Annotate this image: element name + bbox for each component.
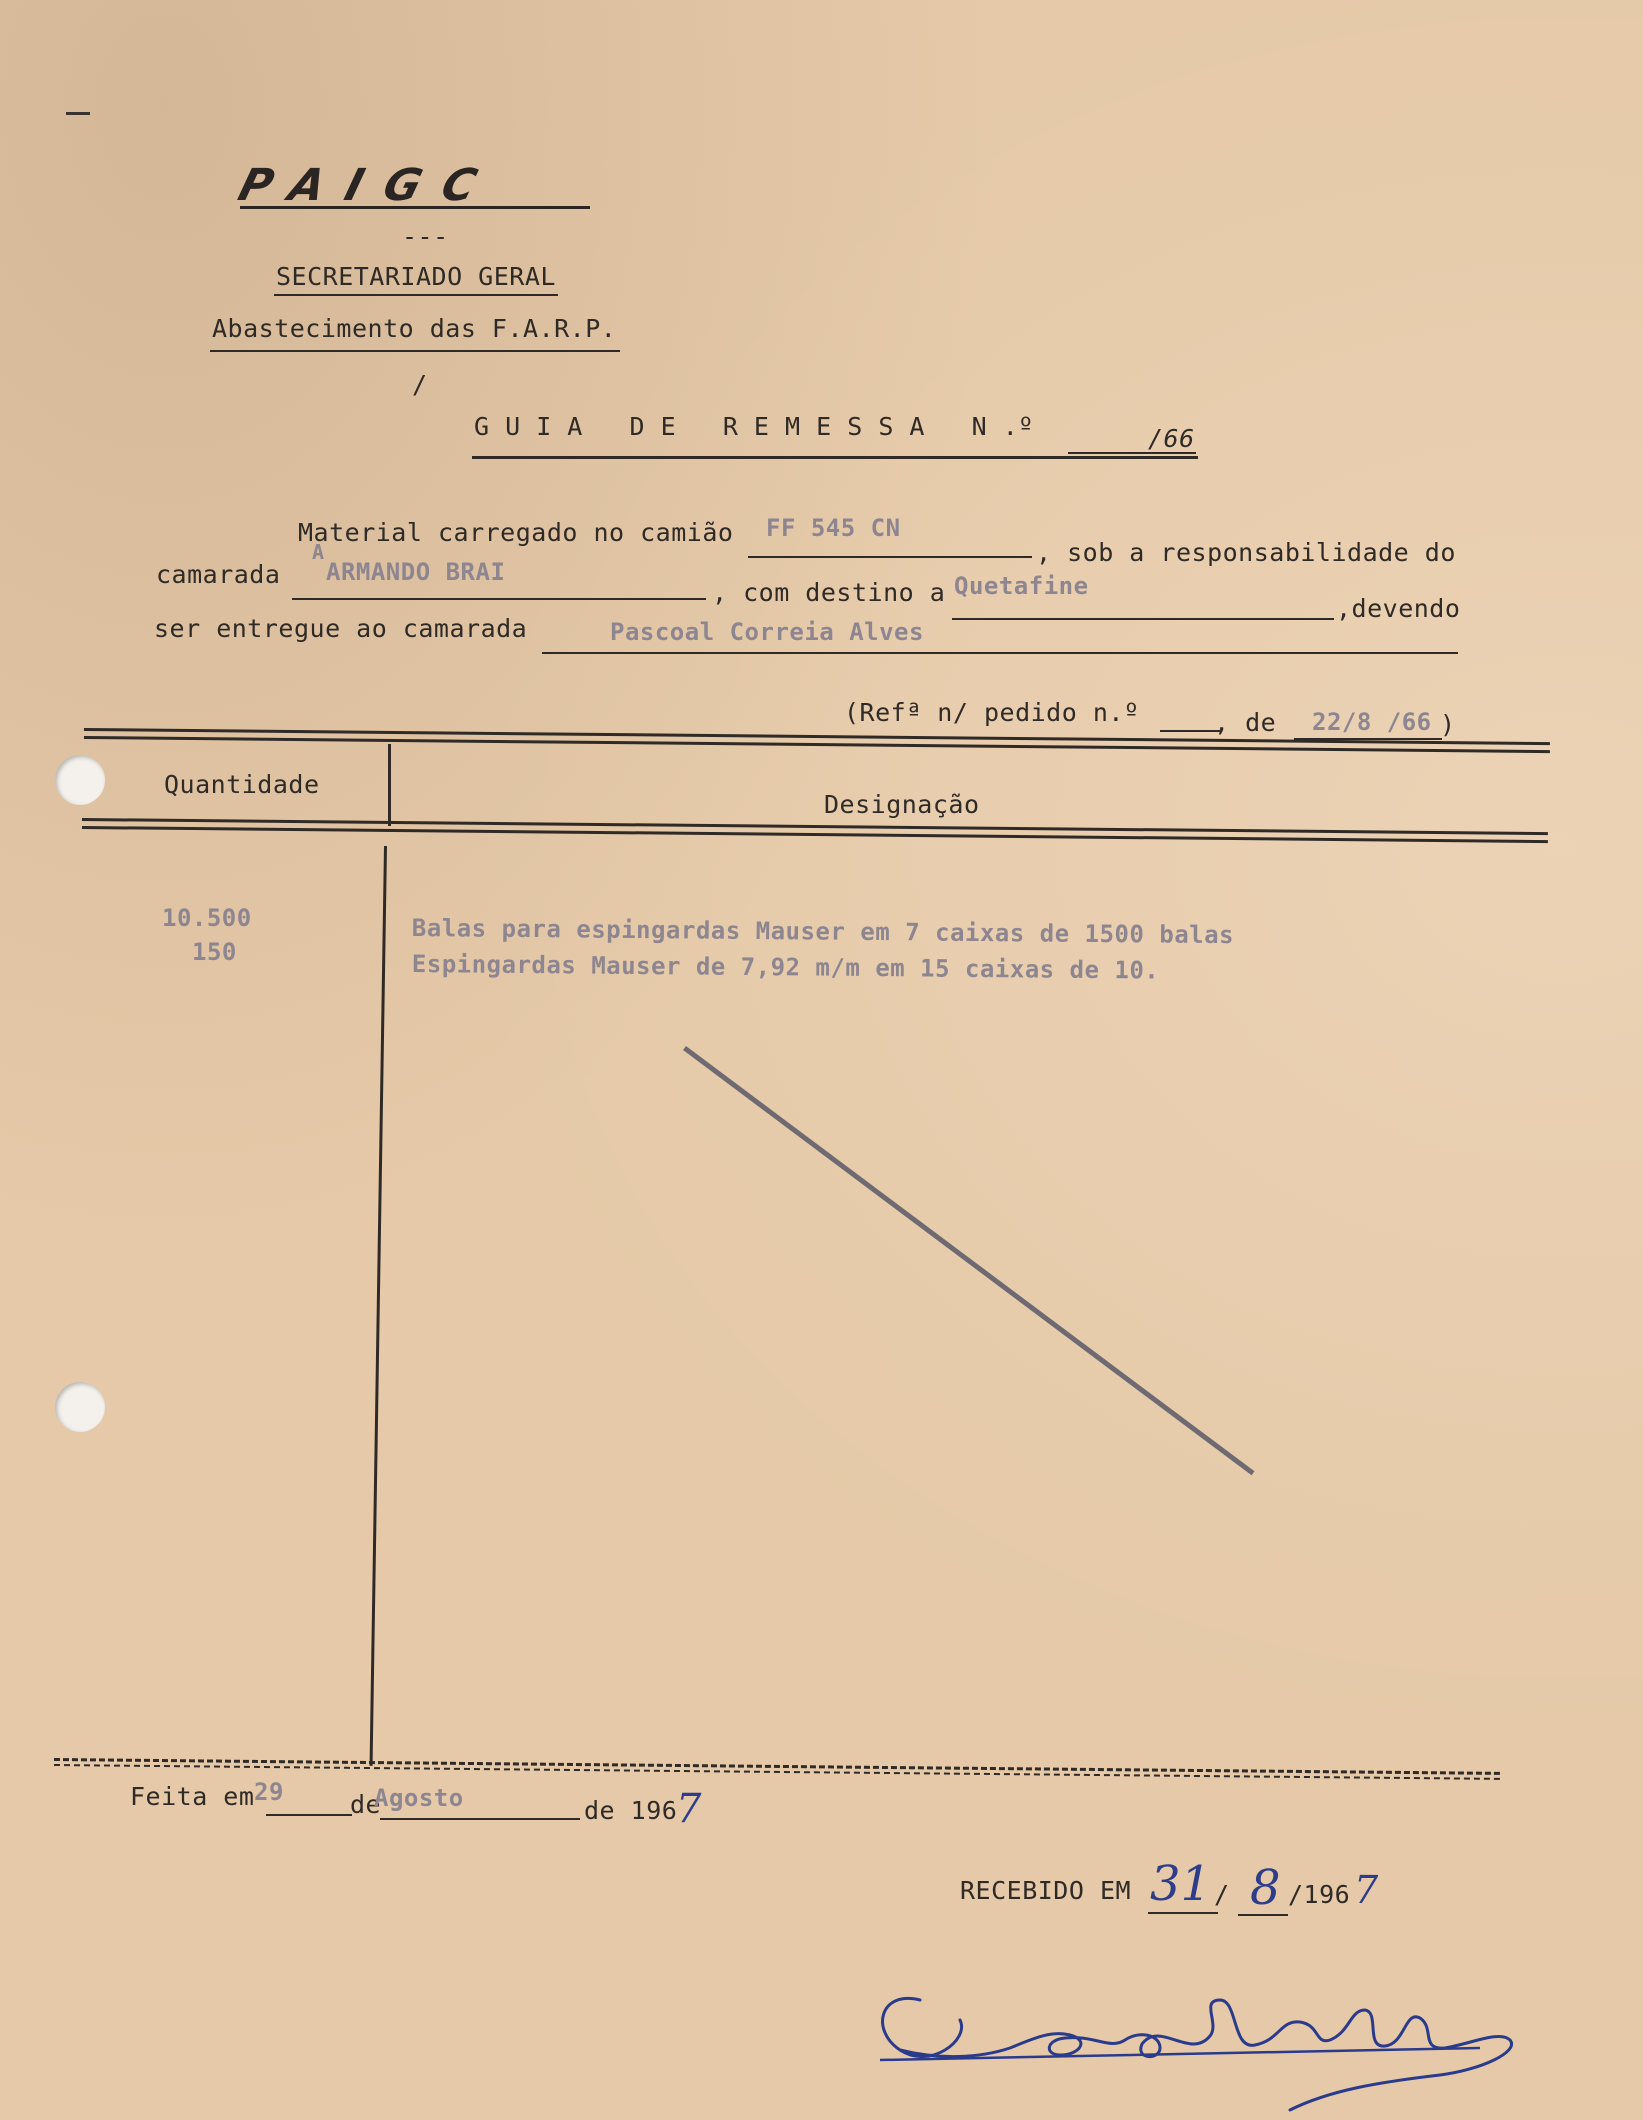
corner-mark xyxy=(66,112,90,115)
row-2-quantity: 150 xyxy=(192,938,237,966)
responsible-name: ARMANDO BRAI xyxy=(326,558,506,586)
truck-plate: FF 545 CN xyxy=(766,514,901,542)
line2-middle: , com destino a xyxy=(712,578,946,607)
line2-suffix: ,devendo xyxy=(1336,594,1461,623)
paigc-logo: PAIGC xyxy=(233,160,504,211)
logo-separator: --- xyxy=(402,222,449,251)
made-year-digit: 7 xyxy=(676,1786,702,1832)
made-month: Agosto xyxy=(374,1784,464,1812)
department-underline xyxy=(210,350,620,352)
line2-prefix: camarada xyxy=(156,560,281,589)
row-1-designation: Balas para espingardas Mauser em 7 caixas de 1500 balas xyxy=(411,914,1235,950)
org-name: SECRETARIADO GERAL xyxy=(276,262,556,291)
made-day-blank xyxy=(266,1814,352,1816)
title-underline xyxy=(472,456,1198,459)
responsible-mark: A xyxy=(312,540,325,564)
destination-blank xyxy=(952,618,1334,620)
doc-number: /66 xyxy=(1148,424,1195,453)
org-underline xyxy=(274,294,558,296)
ref-number-blank xyxy=(1160,730,1220,732)
column-divider-header xyxy=(388,744,391,826)
made-year-prefix: de 196 xyxy=(584,1796,678,1825)
received-day-blank xyxy=(1148,1912,1218,1914)
department-name: Abastecimento das F.A.R.P. xyxy=(212,314,617,343)
row-1-quantity: 10.500 xyxy=(162,904,252,932)
header-bottom-rule-2 xyxy=(82,826,1548,843)
destination: Quetafine xyxy=(954,572,1089,600)
received-year-prefix: /196 xyxy=(1288,1880,1351,1909)
signature xyxy=(860,1940,1540,2120)
ref-suffix: ) xyxy=(1440,710,1456,739)
punch-hole-bottom xyxy=(55,1382,105,1432)
received-label: RECEBIDO EM xyxy=(960,1876,1132,1905)
doc-title: G U I A D E R E M E S S A N .º xyxy=(474,412,1034,441)
line1-suffix: , sob a responsabilidade do xyxy=(1036,538,1456,567)
received-month-blank xyxy=(1238,1914,1288,1916)
responsible-blank xyxy=(292,598,706,600)
made-prefix: Feita em xyxy=(130,1782,255,1811)
received-day: 31 xyxy=(1150,1856,1212,1912)
line3-prefix: ser entregue ao camarada xyxy=(154,614,528,643)
row-2-designation: Espingardas Mauser de 7,92 m/m em 15 caixas de 10. xyxy=(411,950,1160,985)
ref-date: 22/8 /66 xyxy=(1312,708,1432,736)
cancellation-line xyxy=(683,1046,1255,1475)
column-header-designation: Designação xyxy=(824,790,980,819)
received-slash: / xyxy=(1214,1880,1230,1909)
ref-prefix: (Refª n/ pedido n.º xyxy=(844,698,1140,727)
column-header-quantity: Quantidade xyxy=(164,770,320,799)
received-month: 8 xyxy=(1250,1860,1281,1916)
ref-middle: , de xyxy=(1214,708,1277,737)
logo-underline xyxy=(240,206,590,209)
made-month-blank xyxy=(380,1818,580,1820)
column-divider-body xyxy=(370,846,387,1766)
recipient-blank xyxy=(542,652,1458,654)
slash-mark: / xyxy=(412,370,428,399)
punch-hole-top xyxy=(55,755,105,805)
received-year-digit: 7 xyxy=(1354,1868,1379,1912)
recipient-name: Pascoal Correia Alves xyxy=(610,618,924,646)
truck-plate-blank xyxy=(748,556,1032,558)
made-de: de xyxy=(350,1790,382,1819)
line1-prefix: Material carregado no camião xyxy=(298,518,734,547)
made-day: 29 xyxy=(254,1778,284,1806)
